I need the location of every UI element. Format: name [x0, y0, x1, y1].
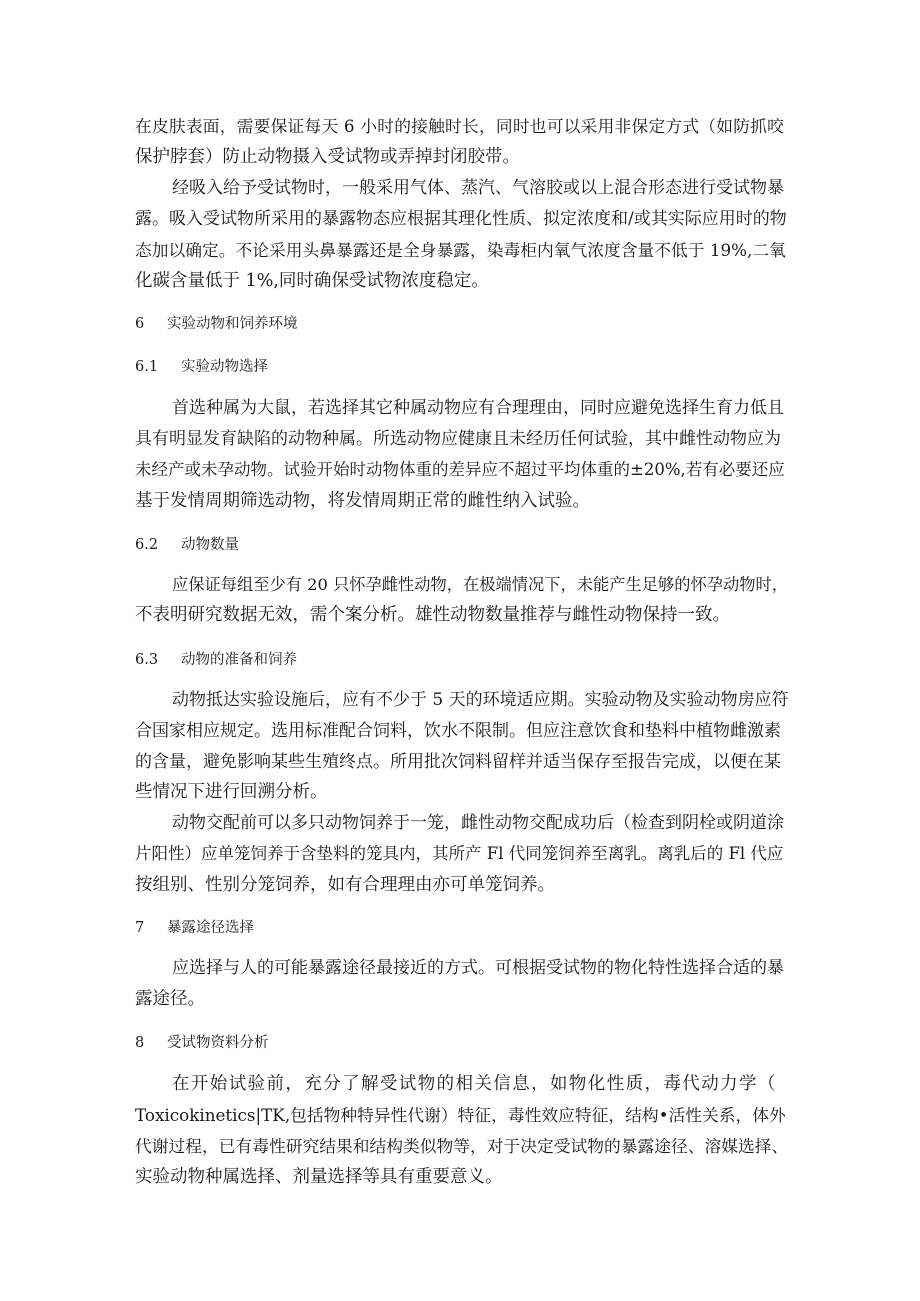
section-number: 6 — [135, 316, 145, 332]
sec6-3-p1-line-2: 合国家相应规定。选用标准配合饲料，饮水不限制。但应注意饮食和垫料中植物雌激素 — [135, 721, 781, 741]
section-number: 6.3 — [135, 652, 159, 668]
intro-line-1: 在皮肤表面，需要保证每天 6 小时的接触时长，同时也可以采用非保定方式（如防抓咬 — [135, 116, 785, 136]
section-title: 动物的准备和饲养 — [181, 652, 297, 668]
section-title: 动物数量 — [181, 537, 239, 553]
section-6-3-heading — [135, 648, 297, 672]
section-title: 实验动物选择 — [181, 359, 268, 375]
sec6-1-line-1: 首选种属为大鼠，若选择其它种属动物应有合理理由，同时应避免选择生育力低且 — [172, 398, 784, 418]
section-title: 实验动物和饲养环境 — [167, 316, 298, 332]
sec8-line-3: 代谢过程，已有毒性研究结果和结构类似物等，对于决定受试物的暴露途径、溶媒选择、 — [135, 1136, 789, 1156]
inhalation-line-4: 化碳含量低于 1%,同时确保受试物浓度稳定。 — [135, 271, 489, 291]
section-7-heading — [135, 916, 254, 940]
sec8-line-2: Toxicokinetics|TK,包括物种特异性代谢）特征，毒性效应特征，结构•活性关系，体外 — [135, 1105, 786, 1125]
sec8-line-4: 实验动物种属选择、剂量选择等具有重要意义。 — [135, 1167, 503, 1187]
section-6-1-heading — [135, 355, 268, 379]
section-number: 8 — [135, 1035, 145, 1051]
sec6-3-p1-line-3: 的含量，避免影响某些生殖终点。所用批次饲料留样并适当保存至报告完成，以便在某 — [135, 752, 781, 772]
sec6-3-p1-line-4: 些情况下进行回溯分析。 — [135, 782, 328, 802]
sec6-2-line-1: 应保证每组至少有 20 只怀孕雌性动物，在极端情况下，未能产生足够的怀孕动物时， — [172, 575, 789, 594]
section-number: 6.1 — [135, 359, 159, 375]
sec8-line-1: 在开始试验前，充分了解受试物的相关信息，如物化性质，毒代动力学（ — [172, 1074, 777, 1094]
sec6-1-line-4: 基于发情周期筛选动物，将发情周期正常的雌性纳入试验。 — [135, 491, 590, 511]
section-title: 受试物资料分析 — [167, 1035, 269, 1051]
section-8-heading — [135, 1031, 269, 1055]
sec6-1-line-2: 具有明显发育缺陷的动物种属。所选动物应健康且未经历任何试验，其中雌性动物应为 — [135, 429, 781, 449]
section-number: 7 — [135, 920, 145, 936]
sec7-line-2: 露途径。 — [135, 989, 205, 1009]
sec6-3-p2-line-2: 片阳性）应单笼饲养于含垫料的笼具内，其所产 Fl 代同笼饲养至离乳。离乳后的 Fl 代应 — [135, 844, 784, 863]
inhalation-line-3: 态加以确定。不论采用头鼻暴露还是全身暴露，染毒柜内氧气浓度含量不低于 19%,二氧 — [135, 240, 786, 260]
section-number: 6.2 — [135, 537, 159, 553]
sec6-2-line-2: 不表明研究数据无效，需个案分析。雄性动物数量推荐与雌性动物保持一致。 — [135, 605, 730, 625]
intro-line-2: 保护脖套）防止动物摄入受试物或弄掉封闭胶带。 — [135, 147, 520, 167]
sec6-3-p2-line-1: 动物交配前可以多只动物饲养于一笼，雌性动物交配成功后（检查到阴栓或阴道涂 — [172, 813, 784, 833]
inhalation-line-2: 露。吸入受试物所采用的暴露物态应根据其理化性质、拟定浓度和/或其实际应用时的物 — [135, 209, 787, 229]
section-6-heading — [135, 312, 298, 336]
section-6-2-heading — [135, 533, 239, 557]
sec7-line-1: 应选择与人的可能暴露途径最接近的方式。可根据受试物的物化特性选择合适的暴 — [172, 958, 784, 978]
sec6-1-line-3: 未经产或未孕动物。试验开始时动物体重的差异应不超过平均体重的±20%,若有必要还应 — [135, 460, 785, 479]
inhalation-line-1: 经吸入给予受试物时，一般采用气体、蒸汽、气溶胶或以上混合形态进行受试物暴 — [172, 178, 784, 198]
sec6-3-p1-line-1: 动物抵达实验设施后，应有不少于 5 天的环境适应期。实验动物及实验动物房应符 — [172, 690, 789, 710]
sec6-3-p2-line-3: 按组别、性别分笼饲养，如有合理理由亦可单笼饲养。 — [135, 875, 555, 895]
section-title: 暴露途径选择 — [167, 920, 254, 936]
